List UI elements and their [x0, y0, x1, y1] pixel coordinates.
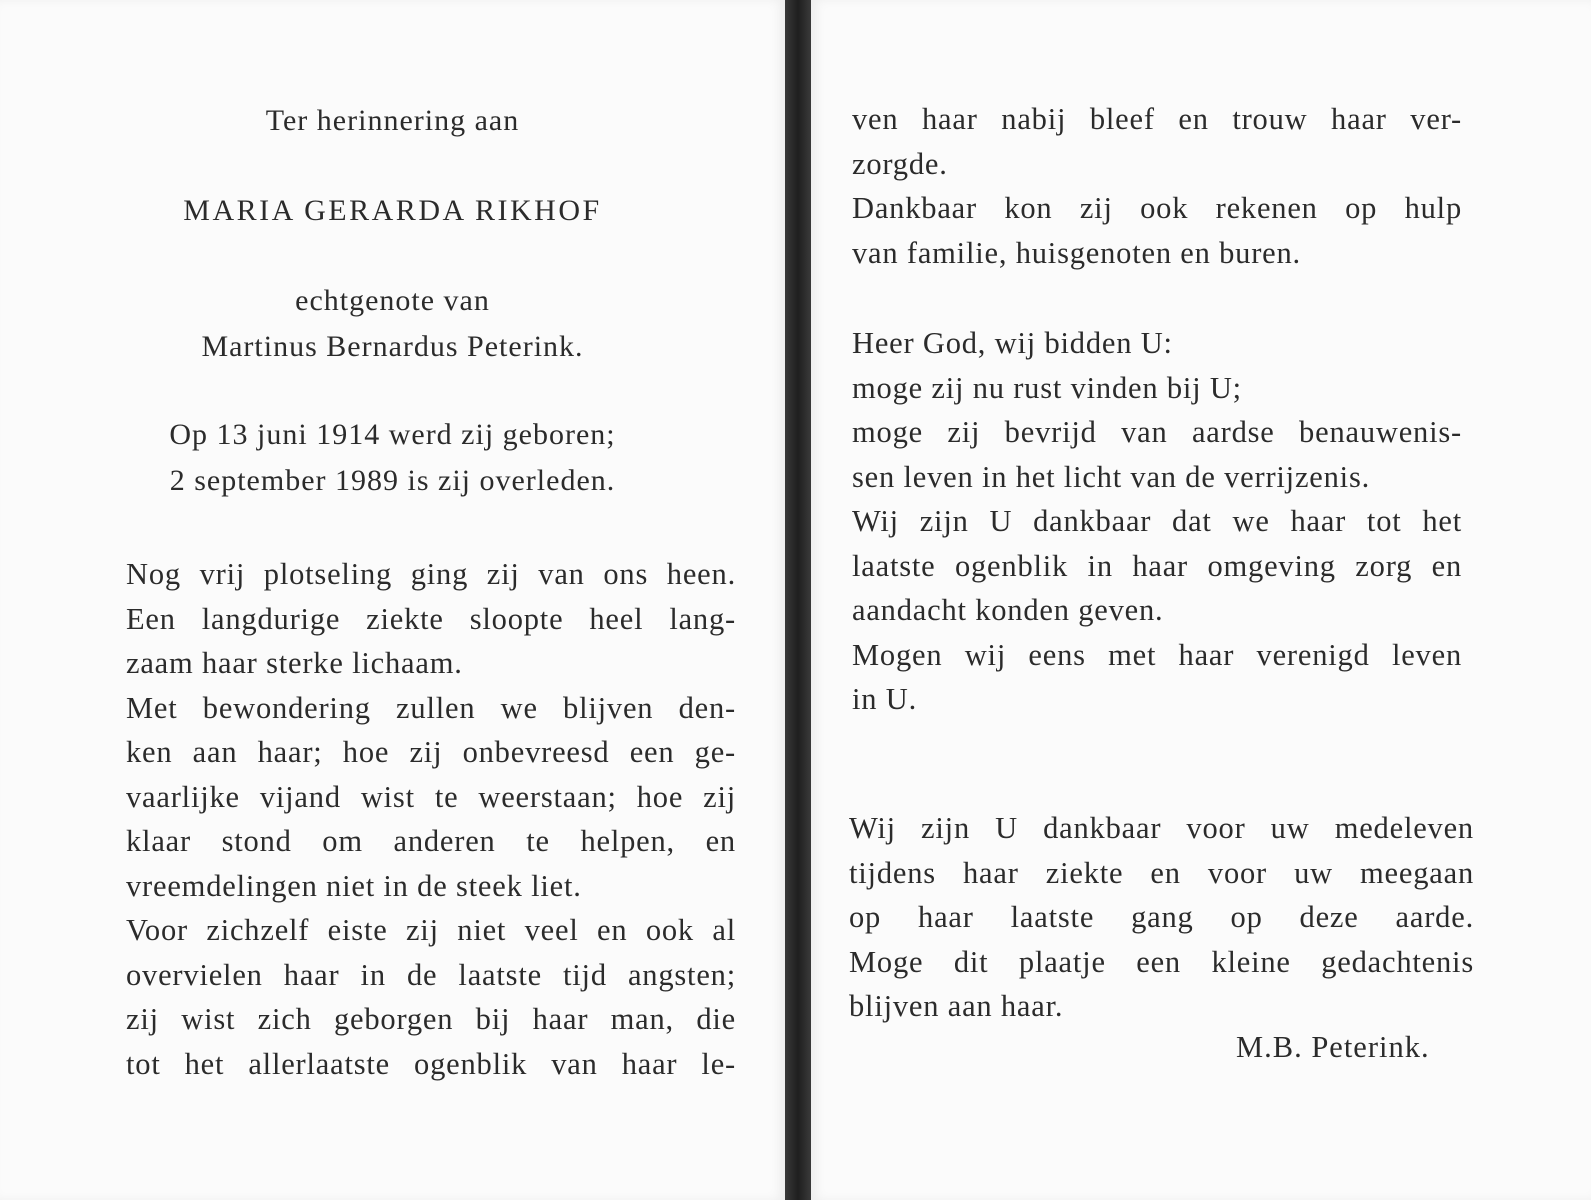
- text-line: van familie, huisgenoten en buren.: [852, 235, 1301, 270]
- card-fold: [785, 0, 811, 1200]
- text-line: moge zij bevrijd van aardse benauwenis-: [852, 415, 1462, 449]
- text-line: Dankbaar kon zij ook rekenen op hulp: [852, 191, 1462, 225]
- text-line: moge zij nu rust vinden bij U;: [852, 370, 1242, 405]
- text-line: Voor zichzelf eiste zij niet veel en ook al: [126, 913, 736, 947]
- right-paragraph-1: [852, 97, 1462, 275]
- left-body-text: [126, 552, 736, 1086]
- death-line: 2 september 1989 is zij overleden.: [169, 464, 616, 497]
- spouse-label: echtgenote van: [295, 284, 490, 317]
- text-line: Met bewondering zullen we blijven den-: [126, 690, 736, 725]
- signature: M.B. Peterink.: [1236, 1030, 1430, 1064]
- text-line: in U.: [852, 682, 917, 716]
- right-paragraph-3: [849, 806, 1474, 1029]
- memorial-intro: Ter herinnering aan: [265, 104, 520, 137]
- text-line: Moge dit plaatje een kleine gedachtenis: [849, 944, 1474, 979]
- text-line: tot het allerlaatste ogenblik van haar le-: [126, 1046, 736, 1081]
- text-line: tijdens haar ziekte en voor uw meegaan: [849, 855, 1474, 890]
- text-line: zaam haar sterke lichaam.: [126, 646, 463, 680]
- text-line: Wij zijn U dankbaar voor uw medeleven: [849, 811, 1474, 845]
- text-line: sen leven in het licht van de verrijzenis.: [852, 459, 1371, 494]
- text-line: aandacht konden geven.: [852, 593, 1164, 627]
- text-line: zorgde.: [852, 146, 948, 181]
- text-line: Mogen wij eens met haar verenigd leven: [852, 637, 1462, 672]
- birth-line: Op 13 juni 1914 werd zij geboren;: [169, 418, 616, 451]
- right-paragraph-2: [852, 321, 1462, 722]
- text-line: klaar stond om anderen te helpen, en: [126, 824, 736, 858]
- text-line: laatste ogenblik in haar omgeving zorg en: [852, 548, 1462, 583]
- text-line: op haar laatste gang op deze aarde.: [849, 900, 1474, 934]
- text-line: Wij zijn U dankbaar dat we haar tot het: [852, 504, 1462, 538]
- text-line: vreemdelingen niet in de steek liet.: [126, 868, 582, 903]
- text-line: Heer God, wij bidden U:: [852, 326, 1173, 360]
- text-line: overvielen haar in de laatste tijd angsten;: [126, 957, 736, 992]
- deceased-name: MARIA GERARDA RIKHOF: [183, 194, 602, 227]
- text-line: Nog vrij plotseling ging zij van ons heen.: [126, 557, 736, 591]
- spouse-name: Martinus Bernardus Peterink.: [201, 330, 584, 363]
- text-line: vaarlijke vijand wist te weerstaan; hoe zij: [126, 779, 736, 814]
- text-line: ken aan haar; hoe zij onbevreesd een ge-: [126, 735, 736, 769]
- text-line: ven haar nabij bleef en trouw haar ver-: [852, 102, 1462, 136]
- text-line: blijven aan haar.: [849, 989, 1064, 1023]
- text-line: zij wist zich geborgen bij haar man, die: [126, 1002, 736, 1036]
- text-line: Een langdurige ziekte sloopte heel lang-: [126, 601, 736, 636]
